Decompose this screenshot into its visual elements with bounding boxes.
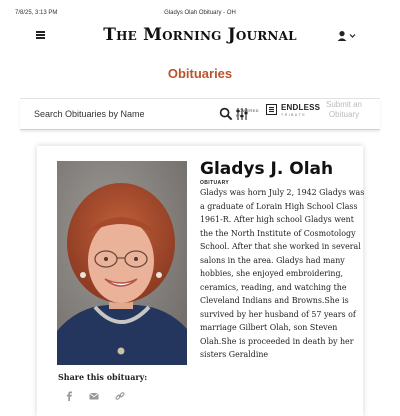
search-button[interactable] xyxy=(219,107,233,121)
user-icon xyxy=(337,30,359,42)
account-menu-button[interactable] xyxy=(337,29,359,41)
print-page-title: Gladys Olah Obituary - OH xyxy=(164,10,236,16)
deceased-name: Gladys J. Olah xyxy=(200,159,334,179)
site-logo[interactable]: The Morning Journal xyxy=(103,25,297,45)
obituary-text: Gladys was horn July 2, 1942 Gladys was a graduate of Lorain High School Class 1961-R. After high school Gladys went the the North Institute of Cosmotology School. After that she worked in several salons in the area. Gladys had many hobbies, she enjoyed embroidering, ceramics, reading, and watching the Cleveland Indians and Browns.She is survived by her husband of 57 years of marriage Gilbert Olah, son Steven Olah.She is proceeded in death by her sisters Geraldine xyxy=(200,188,365,359)
search-input[interactable] xyxy=(28,103,220,125)
print-date: 7/8/25, 3:13 PM xyxy=(15,10,58,16)
obituary-tag: OBITUARY xyxy=(200,180,230,186)
print-header xyxy=(0,0,400,24)
section-title: Obituaries xyxy=(167,66,233,81)
endless-brand-subtitle: TRIBUTE xyxy=(281,113,307,117)
chevron-down-icon xyxy=(350,35,355,38)
site-header xyxy=(0,24,400,50)
powered-by-label: POWERED BY xyxy=(236,108,259,118)
magnifier-icon xyxy=(219,107,233,121)
share-label: Share this obituary: xyxy=(58,372,148,382)
endless-brand-name: ENDLESS xyxy=(281,103,321,112)
endless-tribute-logo-icon xyxy=(266,104,277,115)
submit-obituary-button[interactable]: Submit an Obituary xyxy=(325,100,363,119)
obituary-photo xyxy=(57,161,187,365)
